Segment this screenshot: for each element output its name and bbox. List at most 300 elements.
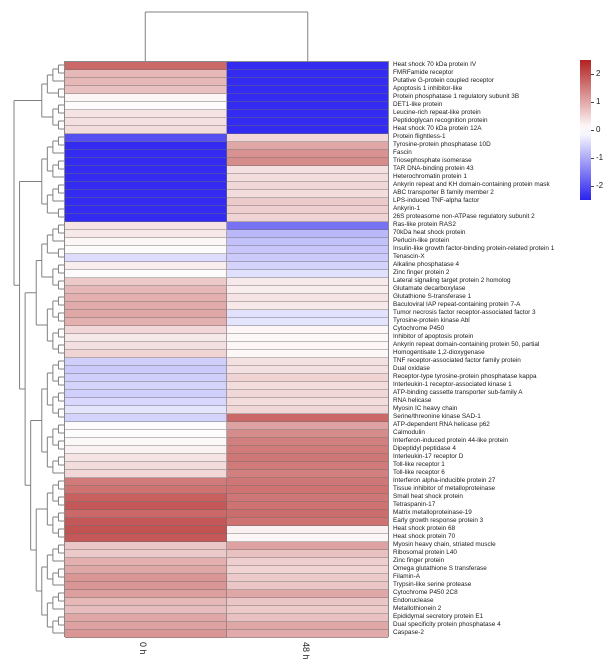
heatmap-row	[65, 214, 388, 222]
row-label: Tumor necrosis factor receptor-associated factor 3	[393, 309, 536, 316]
heatmap-cell	[227, 206, 389, 214]
heatmap-row	[65, 566, 388, 574]
row-label: Baculoviral IAP repeat-containing protein 7-A	[393, 301, 521, 308]
row-label: FMRFamide receptor	[393, 69, 454, 76]
heatmap-cell	[227, 462, 389, 470]
heatmap-cell	[227, 302, 389, 310]
heatmap-cell	[65, 422, 227, 430]
heatmap-cell	[227, 182, 389, 190]
row-label: Filamin-A	[393, 573, 420, 580]
heatmap-cell	[227, 310, 389, 318]
heatmap-cell	[227, 286, 389, 294]
heatmap-cell	[227, 254, 389, 262]
heatmap-row	[65, 102, 388, 110]
heatmap-row	[65, 318, 388, 326]
heatmap-row	[65, 302, 388, 310]
heatmap-cell	[65, 206, 227, 214]
heatmap-row	[65, 126, 388, 134]
heatmap-cell	[227, 598, 389, 606]
heatmap-cell	[65, 222, 227, 230]
heatmap-cell	[65, 326, 227, 334]
heatmap-row	[65, 142, 388, 150]
row-label: Tenascin-X	[393, 253, 425, 260]
heatmap-cell	[65, 158, 227, 166]
heatmap-cell	[65, 574, 227, 582]
heatmap-row	[65, 526, 388, 534]
heatmap-cell	[65, 542, 227, 550]
heatmap-cell	[65, 630, 227, 638]
heatmap-cell	[227, 430, 389, 438]
heatmap-cell	[65, 142, 227, 150]
column-label: 0 h	[138, 642, 149, 655]
heatmap-cell	[227, 94, 389, 102]
column-dendrogram	[145, 12, 308, 61]
heatmap-cell	[65, 62, 227, 70]
heatmap-cell	[227, 414, 389, 422]
heatmap-cell	[65, 78, 227, 86]
heatmap-cell	[227, 510, 389, 518]
heatmap-cell	[227, 446, 389, 454]
heatmap-cell	[227, 438, 389, 446]
row-label: Zinc finger protein 2	[393, 269, 450, 276]
heatmap-cell	[65, 350, 227, 358]
heatmap-cell	[227, 542, 389, 550]
row-label: Zinc finger protein	[393, 557, 445, 564]
heatmap-cell	[65, 606, 227, 614]
heatmap-cell	[65, 262, 227, 270]
heatmap-cell	[65, 462, 227, 470]
row-label: Omega glutathione S transferase	[393, 565, 487, 572]
heatmap-row	[65, 406, 388, 414]
row-label: Fascin	[393, 149, 412, 156]
heatmap-cell	[227, 246, 389, 254]
heatmap-cell	[65, 486, 227, 494]
heatmap-cell	[227, 118, 389, 126]
row-label: Heat shock protein 68	[393, 525, 456, 532]
heatmap-cell	[65, 342, 227, 350]
heatmap-cell	[227, 238, 389, 246]
row-label: Glutamate decarboxylase	[393, 285, 466, 292]
colorbar-tick-label: 1	[596, 97, 601, 106]
heatmap-cell	[227, 422, 389, 430]
row-label: Interleukin-1 receptor-associated kinase 1	[393, 381, 512, 388]
row-label: Lateral signaling target protein 2 homolog	[393, 277, 511, 284]
heatmap-row	[65, 246, 388, 254]
heatmap-row	[65, 438, 388, 446]
heatmap-cell	[227, 550, 389, 558]
heatmap-cell	[65, 166, 227, 174]
heatmap-cell	[227, 558, 389, 566]
row-label: Protein flightless-1	[393, 133, 446, 140]
heatmap-cell	[227, 534, 389, 542]
heatmap-cell	[227, 478, 389, 486]
row-label: Ras-like protein RAS2	[393, 221, 456, 228]
heatmap-row	[65, 350, 388, 358]
heatmap-cell	[65, 94, 227, 102]
heatmap-cell	[65, 534, 227, 542]
heatmap-cell	[65, 358, 227, 366]
row-label: Putative G-protein coupled receptor	[393, 77, 494, 84]
heatmap-row	[65, 134, 388, 142]
heatmap-cell	[65, 294, 227, 302]
heatmap-cell	[65, 110, 227, 118]
row-label: 70kDa heat shock protein	[393, 229, 466, 236]
heatmap-cell	[227, 350, 389, 358]
heatmap-cell	[227, 78, 389, 86]
heatmap-cell	[227, 502, 389, 510]
row-label: Caspase-2	[393, 629, 424, 636]
heatmap-cell	[227, 142, 389, 150]
color-scale-bar	[580, 60, 591, 200]
heatmap-cell	[227, 582, 389, 590]
heatmap-cell	[65, 270, 227, 278]
row-label: Myosin heavy chain, striated muscle	[393, 541, 496, 548]
heatmap-row	[65, 614, 388, 622]
heatmap-row	[65, 182, 388, 190]
heatmap-cell	[65, 182, 227, 190]
row-label: Perlucin-like protein	[393, 237, 450, 244]
heatmap-cell	[65, 374, 227, 382]
heatmap-row	[65, 270, 388, 278]
row-label: Interferon-induced protein 44-like protein	[393, 437, 509, 444]
row-label: Small heat shock protein	[393, 493, 463, 500]
row-label-list	[393, 61, 608, 637]
heatmap-cell	[65, 582, 227, 590]
heatmap-row	[65, 294, 388, 302]
heatmap-row	[65, 414, 388, 422]
heatmap-cell	[65, 590, 227, 598]
heatmap-cell	[65, 190, 227, 198]
row-label: Early growth response protein 3	[393, 517, 484, 524]
row-label: Heterochromatin protein 1	[393, 173, 467, 180]
heatmap-row	[65, 222, 388, 230]
heatmap-cell	[227, 198, 389, 206]
row-label: Serine/threonine kinase SAD-1	[393, 413, 481, 420]
heatmap-cell	[65, 550, 227, 558]
row-label: LPS-induced TNF-alpha factor	[393, 197, 480, 204]
heatmap-row	[65, 430, 388, 438]
heatmap-cell	[227, 326, 389, 334]
heatmap-cell	[227, 454, 389, 462]
heatmap-row	[65, 478, 388, 486]
heatmap-cell	[65, 558, 227, 566]
heatmap-row	[65, 366, 388, 374]
colorbar-tick-mark	[591, 186, 594, 187]
row-label: ATP-dependent RNA helicase p62	[393, 421, 490, 428]
colorbar-tick-label: 0	[596, 125, 601, 134]
heatmap-row	[65, 262, 388, 270]
heatmap-cell	[65, 382, 227, 390]
row-label: DET1-like protein	[393, 101, 443, 108]
heatmap-row	[65, 310, 388, 318]
heatmap-cell	[65, 622, 227, 630]
colorbar-tick-mark	[591, 74, 594, 75]
row-label: Peptidoglycan recognition protein	[393, 117, 488, 124]
colorbar-tick-mark	[591, 158, 594, 159]
heatmap-cell	[65, 398, 227, 406]
heatmap-cell	[227, 630, 389, 638]
heatmap-row	[65, 550, 388, 558]
heatmap-row	[65, 62, 388, 70]
row-label: Triosephosphate isomerase	[393, 157, 472, 164]
row-label: Tyrosine-protein kinase Abl	[393, 317, 470, 324]
row-label: Myosin IC heavy chain	[393, 405, 458, 412]
heatmap-cell	[227, 526, 389, 534]
heatmap-cell	[65, 310, 227, 318]
heatmap-row	[65, 622, 388, 630]
heatmap-cell	[227, 294, 389, 302]
row-label: Cytochrome P450	[393, 325, 445, 332]
heatmap-cell	[227, 190, 389, 198]
heatmap-cell	[65, 286, 227, 294]
heatmap-row	[65, 86, 388, 94]
row-label: Calmodulin	[393, 429, 425, 436]
heatmap-cell	[65, 406, 227, 414]
heatmap-row	[65, 110, 388, 118]
heatmap-row	[65, 582, 388, 590]
heatmap-cell	[227, 606, 389, 614]
row-label: Homogentisate 1,2-dioxygenase	[393, 349, 485, 356]
heatmap-cell	[227, 566, 389, 574]
heatmap-cell	[65, 174, 227, 182]
heatmap-cell	[65, 318, 227, 326]
heatmap-cell	[65, 390, 227, 398]
heatmap-cell	[65, 614, 227, 622]
heatmap-cell	[227, 390, 389, 398]
row-label: Heat shock 70 kDa protein 12A	[393, 125, 482, 132]
heatmap-row	[65, 326, 388, 334]
heatmap-cell	[65, 214, 227, 222]
heatmap-cell	[227, 262, 389, 270]
heatmap-cell	[65, 526, 227, 534]
row-label: Ribosomal protein L40	[393, 549, 457, 556]
heatmap-cell	[227, 382, 389, 390]
row-label: Leucine-rich repeat-like protein	[393, 109, 481, 116]
heatmap-row	[65, 590, 388, 598]
row-label: RNA helicase	[393, 397, 432, 404]
row-label: Matrix metalloproteinase-19	[393, 509, 472, 516]
heatmap-cell	[65, 230, 227, 238]
heatmap-row	[65, 190, 388, 198]
heatmap-row	[65, 422, 388, 430]
heatmap-cell	[227, 158, 389, 166]
colorbar-tick-label: -1	[596, 153, 604, 162]
heatmap-cell	[227, 278, 389, 286]
row-label: Alkaline phosphatase 4	[393, 261, 460, 268]
heatmap-cell	[65, 198, 227, 206]
heatmap-cell	[227, 166, 389, 174]
row-label: Insulin-like growth factor-binding protein-related protein 1	[393, 245, 555, 252]
heatmap-row	[65, 598, 388, 606]
heatmap-row	[65, 342, 388, 350]
row-label: Toll-like receptor 1	[393, 461, 445, 468]
heatmap-cell	[65, 126, 227, 134]
row-label: Inhibitor of apoptosis protein	[393, 333, 474, 340]
heatmap-cell	[227, 126, 389, 134]
heatmap-matrix	[64, 61, 389, 637]
row-label: Metallothionein 2	[393, 605, 442, 612]
heatmap-row	[65, 118, 388, 126]
heatmap-row	[65, 238, 388, 246]
colorbar-tick-label: 2	[596, 69, 601, 78]
heatmap-cell	[227, 134, 389, 142]
row-label: ABC transporter B family member 2	[393, 189, 494, 196]
row-label: Dipeptidyl peptidase 4	[393, 445, 456, 452]
heatmap-cell	[65, 430, 227, 438]
row-label: Endonuclease	[393, 597, 434, 604]
heatmap-cell	[227, 406, 389, 414]
heatmap-row	[65, 534, 388, 542]
heatmap-row	[65, 574, 388, 582]
heatmap-row	[65, 446, 388, 454]
heatmap-cell	[65, 334, 227, 342]
heatmap-row	[65, 206, 388, 214]
heatmap-cell	[227, 342, 389, 350]
heatmap-cell	[227, 486, 389, 494]
heatmap-row	[65, 486, 388, 494]
heatmap-row	[65, 198, 388, 206]
heatmap-cell	[227, 622, 389, 630]
heatmap-cell	[65, 278, 227, 286]
row-label: Heat shock protein 70	[393, 533, 456, 540]
row-label: Tissue inhibitor of metalloproteinase	[393, 485, 496, 492]
heatmap-cell	[65, 302, 227, 310]
heatmap-cell	[227, 358, 389, 366]
heatmap-row	[65, 230, 388, 238]
heatmap-row	[65, 158, 388, 166]
heatmap-row	[65, 254, 388, 262]
row-label: ATP-binding cassette transporter sub-family A	[393, 389, 523, 396]
row-label: Epididymal secretory protein E1	[393, 613, 484, 620]
row-label: Protein phosphatase 1 regulatory subunit 3B	[393, 93, 520, 100]
heatmap-cell	[65, 102, 227, 110]
heatmap-cell	[227, 102, 389, 110]
heatmap-cell	[65, 86, 227, 94]
heatmap-cell	[227, 70, 389, 78]
heatmap-cell	[65, 118, 227, 126]
heatmap-cell	[65, 366, 227, 374]
heatmap-row	[65, 398, 388, 406]
heatmap-cell	[65, 414, 227, 422]
heatmap-cell	[227, 398, 389, 406]
heatmap-cell	[227, 590, 389, 598]
heatmap-cell	[65, 518, 227, 526]
heatmap-cell	[65, 470, 227, 478]
row-label: Ankyrin-1	[393, 205, 420, 212]
heatmap-cell	[65, 502, 227, 510]
heatmap-row	[65, 334, 388, 342]
heatmap-row	[65, 510, 388, 518]
heatmap-row	[65, 358, 388, 366]
heatmap-row	[65, 94, 388, 102]
heatmap-cell	[227, 374, 389, 382]
heatmap-cell	[65, 478, 227, 486]
heatmap-cell	[227, 318, 389, 326]
row-label: Receptor-type tyrosine-protein phosphatase kappa	[393, 373, 537, 380]
row-label: Tetraspanin-17	[393, 501, 436, 508]
row-dendrogram	[14, 65, 64, 633]
heatmap-row	[65, 174, 388, 182]
heatmap-cell	[227, 222, 389, 230]
heatmap-row	[65, 382, 388, 390]
colorbar-tick-mark	[591, 102, 594, 103]
row-label: TNF receptor-associated factor family protein	[393, 357, 521, 364]
heatmap-row	[65, 470, 388, 478]
heatmap-cell	[227, 574, 389, 582]
heatmap-cell	[227, 614, 389, 622]
row-label: Interleukin-17 receptor D	[393, 453, 464, 460]
heatmap-cell	[227, 270, 389, 278]
colorbar-tick-label: -2	[596, 181, 604, 190]
heatmap-cell	[227, 86, 389, 94]
heatmap-row	[65, 286, 388, 294]
heatmap-cell	[65, 454, 227, 462]
heatmap-cell	[65, 238, 227, 246]
row-label: TAR DNA-binding protein 43	[393, 165, 474, 172]
heatmap-cell	[65, 246, 227, 254]
heatmap-row	[65, 630, 388, 638]
heatmap-row	[65, 502, 388, 510]
heatmap-cell	[65, 134, 227, 142]
heatmap-cell	[65, 510, 227, 518]
heatmap-row	[65, 494, 388, 502]
row-label: Tyrosine-protein phosphatase 10D	[393, 141, 491, 148]
heatmap-cell	[65, 566, 227, 574]
row-label: Ankyrin repeat domain-containing protein 50, partial	[393, 341, 540, 348]
heatmap-cell	[227, 334, 389, 342]
row-label: Dual specificity protein phosphatase 4	[393, 621, 501, 628]
heatmap-cell	[227, 62, 389, 70]
row-label: Interferon alpha-inducible protein 27	[393, 477, 496, 484]
heatmap-cell	[65, 438, 227, 446]
colorbar-tick-mark	[591, 130, 594, 131]
heatmap-row	[65, 454, 388, 462]
heatmap-cell	[65, 70, 227, 78]
heatmap-row	[65, 70, 388, 78]
heatmap-row	[65, 278, 388, 286]
heatmap-row	[65, 518, 388, 526]
heatmap-row	[65, 166, 388, 174]
heatmap-row	[65, 558, 388, 566]
heatmap-row	[65, 150, 388, 158]
row-label: Apoptosis 1 inhibitor-like	[393, 85, 463, 92]
column-label: 48 h	[300, 642, 311, 660]
heatmap-cell	[227, 150, 389, 158]
row-label: Toll-like receptor 6	[393, 469, 445, 476]
heatmap-cell	[65, 254, 227, 262]
row-label: Dual oxidase	[393, 365, 430, 372]
row-label: Heat shock 70 kDa protein IV	[393, 61, 477, 68]
heatmap-row	[65, 462, 388, 470]
heatmap-cell	[227, 214, 389, 222]
heatmap-row	[65, 542, 388, 550]
heatmap-cell	[227, 518, 389, 526]
heatmap-cell	[65, 494, 227, 502]
heatmap-cell	[65, 150, 227, 158]
heatmap-cell	[65, 598, 227, 606]
row-label: Cytochrome P450 2C8	[393, 589, 458, 596]
row-label: Ankyrin repeat and KH domain-containing protein mask	[393, 181, 550, 188]
row-label: 26S proteasome non-ATPase regulatory subunit 2	[393, 213, 535, 220]
heatmap-cell	[227, 494, 389, 502]
heatmap-cell	[65, 446, 227, 454]
heatmap-row	[65, 78, 388, 86]
heatmap-row	[65, 390, 388, 398]
heatmap-cell	[227, 174, 389, 182]
row-label: Trypsin-like serine protease	[393, 581, 472, 588]
heatmap-row	[65, 374, 388, 382]
heatmap-cell	[227, 470, 389, 478]
